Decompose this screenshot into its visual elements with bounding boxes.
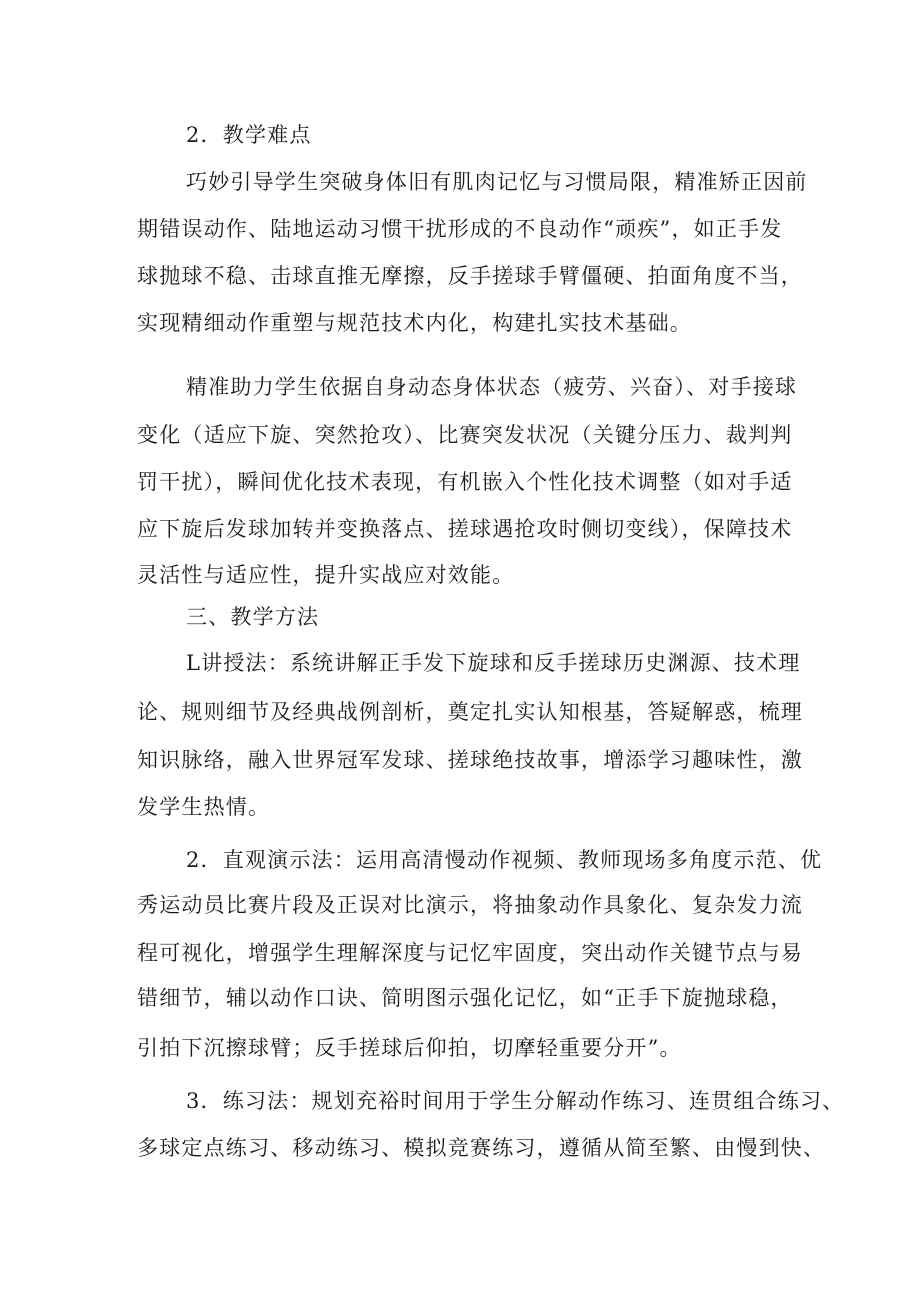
paragraph-line: 知识脉络，融入世界冠军发球、搓球绝技故事，增添学习趣味性，激 [137,748,803,772]
paragraph-line: 论、规则细节及经典战例剖析，奠定扎实认知根基，答疑解惑，梳理 [137,700,803,724]
paragraph-line: 实现精细动作重塑与规范技术内化，构建扎实技术基础。 [137,311,692,335]
paragraph-line: L讲授法：系统讲解正手发下旋球和反手搓球历史渊源、技术理 [186,651,801,675]
paragraph-line: 期错误动作、陆地运动习惯干扰形成的不良动作“顽疾”，如正手发 [137,217,783,241]
paragraph-line: 变化（适应下旋、突然抢攻）、比赛突发状况（关键分压力、裁判判 [137,423,793,447]
paragraph-line: 球抛球不稳、击球直推无摩擦，反手搓球手臂僵硬、拍面角度不当， [137,264,803,288]
paragraph-line: 精准助力学生依据自身动态身体状态（疲劳、兴奋）、对手接球 [186,375,798,399]
paragraph-line: 灵活性与适应性，提升实战应对效能。 [137,563,515,587]
paragraph-line: 3．练习法：规划充裕时间用于学生分解动作练习、连贯组合练习、 [186,1089,845,1113]
paragraph-line: 引拍下沉擦球臂；反手搓球后仰拍，切摩轻重要分开”。 [137,1036,682,1060]
paragraph-line: 罚干扰），瞬间优化技术表现，有机嵌入个性化技术调整（如对手适 [137,470,793,494]
paragraph-line: 发学生热情。 [137,795,271,819]
paragraph-line: 错细节，辅以动作口诀、简明图示强化记忆，如“正手下旋抛球稳， [137,986,793,1010]
subheading-teaching-difficulty: 2．教学难点 [186,123,312,147]
paragraph-line: 程可视化，增强学生理解深度与记忆牢固度，突出动作关键节点与易 [137,941,803,965]
paragraph-line: 应下旋后发球加转并变换落点、搓球遇抢攻时侧切变线），保障技术 [137,517,793,541]
paragraph-line: 2．直观演示法：运用高清慢动作视频、教师现场多角度示范、优 [186,848,823,872]
paragraph-line: 巧妙引导学生突破身体旧有肌肉记忆与习惯局限，精准矫正因前 [186,170,808,194]
paragraph-line: 秀运动员比赛片段及正误对比演示，将抽象动作具象化、复杂发力流 [137,893,803,917]
paragraph-line: 多球定点练习、移动练习、模拟竞赛练习，遵循从简至繁、由慢到快、 [137,1136,826,1160]
section-heading-teaching-methods: 三、教学方法 [186,605,320,629]
